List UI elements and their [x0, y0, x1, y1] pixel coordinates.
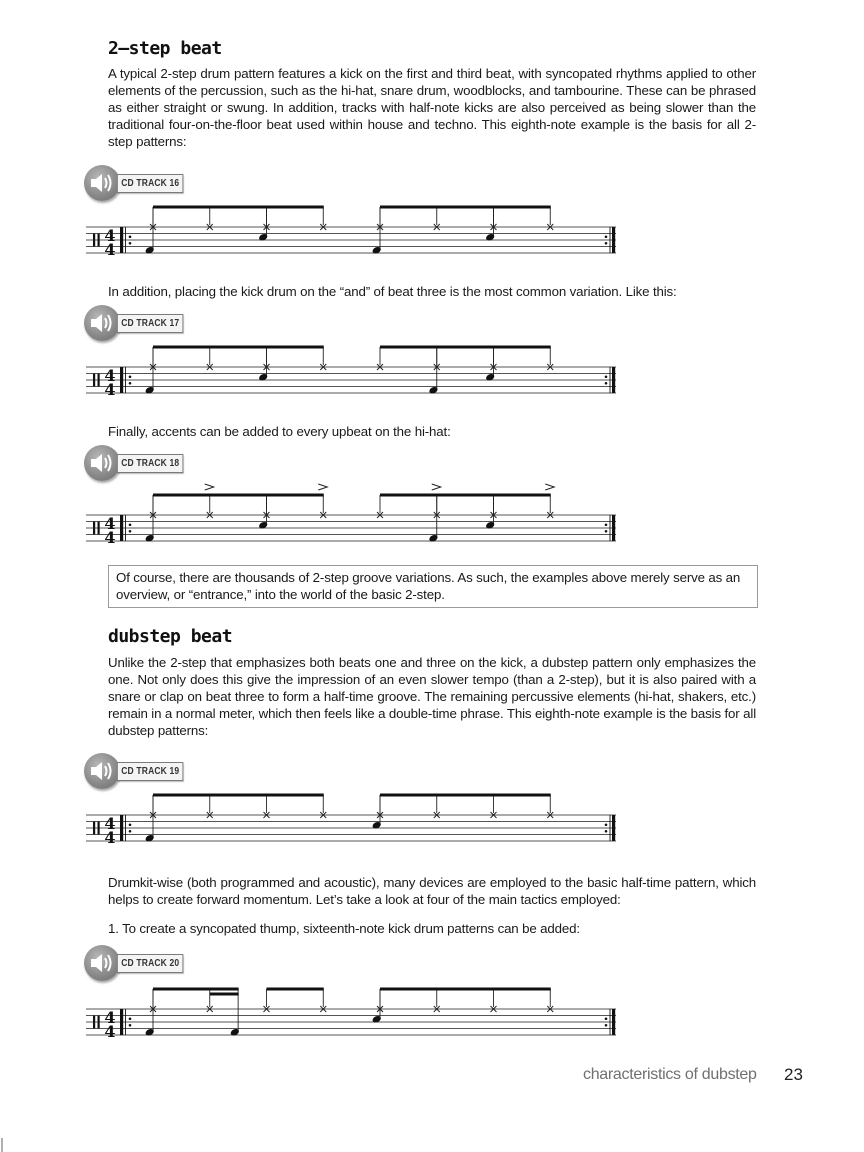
cd-track-label: CD TRACK 20 [117, 954, 184, 973]
repeat-dot [129, 235, 132, 238]
speaker-icon [89, 952, 117, 974]
running-footer-title: characteristics of dubstep [583, 1066, 757, 1083]
note-beam [380, 988, 551, 991]
cd-track-label: CD TRACK 16 [117, 174, 184, 193]
paragraph-tactic-1: 1. To create a syncopated thump, sixteenth-note kick drum patterns can be added: [108, 921, 580, 936]
section-heading-2-step: 2–step beat [108, 38, 222, 59]
repeat-dot [605, 382, 608, 385]
page-number: 23 [784, 1065, 803, 1084]
paragraph-accents: Finally, accents can be added to every upbeat on the hi-hat: [108, 424, 451, 439]
repeat-barline-thick [120, 1009, 123, 1035]
note-beam [153, 346, 324, 349]
percussion-clef [98, 1016, 100, 1029]
repeat-dot [605, 530, 608, 533]
end-barline-thick [612, 815, 615, 841]
cd-track-badge-18[interactable] [84, 445, 194, 481]
drum-notation-staff [86, 483, 626, 563]
time-signature-top: 4 [104, 226, 116, 245]
repeat-dot [605, 830, 608, 833]
repeat-barline-thick [120, 515, 123, 541]
sixteenth-beam [210, 993, 239, 996]
drum-notation-staff [86, 335, 626, 415]
time-signature-bottom: 4 [104, 380, 116, 399]
note-beam [380, 494, 551, 497]
paragraph-dubstep-intro: Unlike the 2-step that emphasizes both beats one and three on the kick, a dubstep pattern only emphasizes the one. Not only does this give the impression of an even slower tempo (than a 2-step), but it is also paired with a snare or clap on beat three to form a half-time groove. The remaining percussive elements (hi-hat, shakers, etc.) remain in a normal meter, which then feels like a double-time phrase. This eighth-note example is the basis for all dubstep patterns: [108, 655, 756, 738]
repeat-dot [605, 235, 608, 238]
drum-notation-staff [86, 977, 626, 1057]
callout-box: Of course, there are thousands of 2-step groove variations. As such, the examples above merely serve as an overview, or “entrance,” into the world of the basic 2-step. [108, 565, 758, 608]
repeat-dot [605, 1024, 608, 1027]
end-barline-thick [612, 515, 615, 541]
repeat-dot [605, 523, 608, 526]
drum-notation-staff [86, 195, 626, 275]
repeat-dot [129, 375, 132, 378]
cd-track-label: CD TRACK 19 [117, 762, 184, 781]
percussion-clef [98, 522, 100, 535]
paragraph-devices: Drumkit-wise (both programmed and acoustic), many devices are employed to the basic half-time pattern, which helps to create forward momentum. Let’s take a look at four of the main tactics employed: [108, 875, 756, 907]
time-signature-bottom: 4 [104, 528, 116, 547]
speaker-icon [89, 452, 117, 474]
margin-mark [1, 1138, 3, 1152]
repeat-dot [129, 530, 132, 533]
drum-notation-staff [86, 783, 626, 863]
time-signature-top: 4 [104, 366, 116, 385]
percussion-clef [93, 234, 95, 247]
note-beam [153, 494, 324, 497]
speaker-icon [89, 760, 117, 782]
note-beam [380, 794, 551, 797]
time-signature-bottom: 4 [104, 1022, 116, 1041]
end-barline-thick [612, 367, 615, 393]
speaker-icon [89, 312, 117, 334]
accent-mark [432, 484, 441, 490]
repeat-dot [129, 382, 132, 385]
accent-mark [205, 484, 214, 490]
repeat-dot [129, 830, 132, 833]
repeat-dot [605, 823, 608, 826]
percussion-clef [93, 1016, 95, 1029]
note-beam [153, 794, 324, 797]
repeat-dot [605, 242, 608, 245]
time-signature-top: 4 [104, 814, 116, 833]
cd-track-badge-20[interactable] [84, 945, 194, 981]
end-barline-thick [612, 1009, 615, 1035]
accent-mark [545, 484, 554, 490]
note-beam [380, 206, 551, 209]
speaker-icon [89, 172, 117, 194]
repeat-dot [605, 375, 608, 378]
time-signature-top: 4 [104, 1008, 116, 1027]
paragraph-variation: In addition, placing the kick drum on the “and” of beat three is the most common variation. Like this: [108, 284, 677, 299]
note-beam [267, 988, 324, 991]
accent-mark [318, 484, 327, 490]
repeat-barline-thick [120, 227, 123, 253]
note-beam [153, 988, 239, 991]
note-beam [153, 206, 324, 209]
repeat-dot [129, 1024, 132, 1027]
percussion-clef [93, 822, 95, 835]
repeat-dot [129, 823, 132, 826]
repeat-barline-thick [120, 367, 123, 393]
section-heading-dubstep: dubstep beat [108, 626, 233, 647]
time-signature-top: 4 [104, 514, 116, 533]
percussion-clef [98, 374, 100, 387]
note-beam [380, 346, 551, 349]
percussion-clef [98, 234, 100, 247]
end-barline-thick [612, 227, 615, 253]
percussion-clef [93, 522, 95, 535]
percussion-clef [98, 822, 100, 835]
paragraph-2-step-intro: A typical 2-step drum pattern features a kick on the first and third beat, with syncopated rhythms applied to other elements of the percussion, such as the hi-hat, snare drum, woodblocks, and tambourine. These can be phrased as either straight or swung. In addition, tracks with half-note kicks are also perceived as being slower than the traditional four-on-the-floor beat used within house and techno. This eighth-note example is the basis for all 2-step patterns: [108, 66, 756, 149]
repeat-dot [129, 523, 132, 526]
time-signature-bottom: 4 [104, 828, 116, 847]
repeat-dot [129, 1017, 132, 1020]
time-signature-bottom: 4 [104, 240, 116, 259]
cd-track-label: CD TRACK 17 [117, 314, 184, 333]
repeat-dot [129, 242, 132, 245]
repeat-dot [605, 1017, 608, 1020]
percussion-clef [93, 374, 95, 387]
cd-track-label: CD TRACK 18 [117, 454, 184, 473]
repeat-barline-thick [120, 815, 123, 841]
